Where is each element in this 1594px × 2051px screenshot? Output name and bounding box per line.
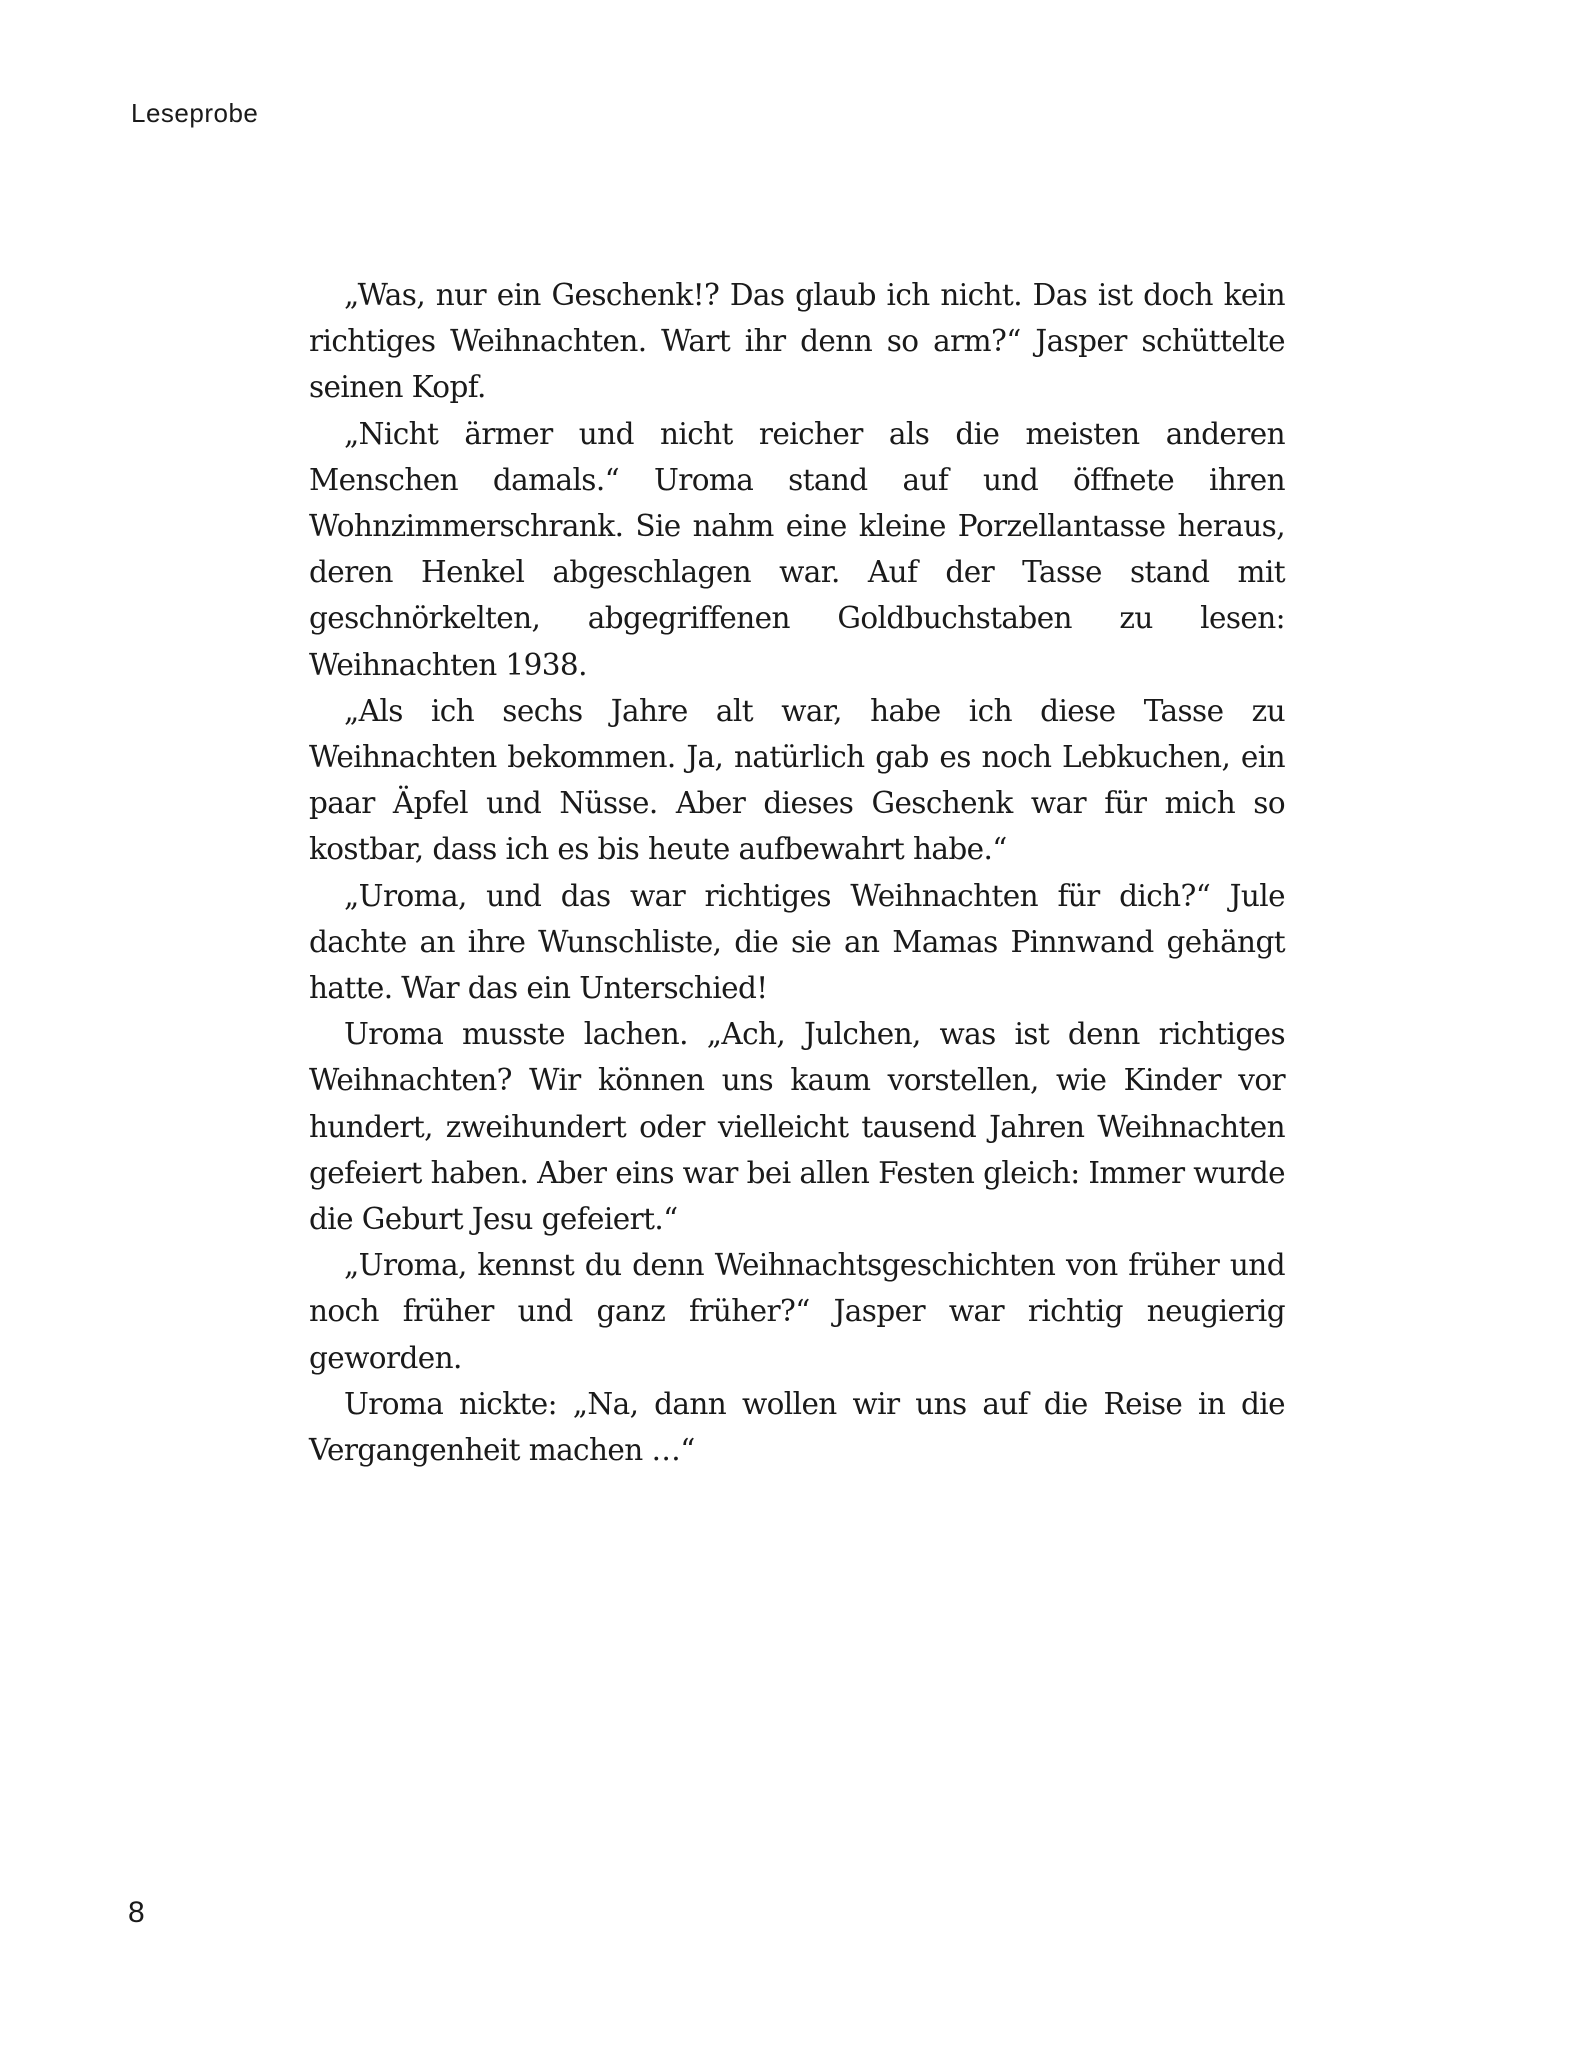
paragraph-1: „Was, nur ein Geschenk!? Das glaub ich nicht. Das ist doch kein richtiges Weihnachten. Wart ihr denn so arm?“ Jasper schüttelte seinen Kopf. [309,278,1285,405]
paragraph-4: „Uroma, und das war richtiges Weihnachten für dich?“ Jule dachte an ihre Wunschliste, die sie an Mamas Pinnwand gehängt hatte. War das ein Unterschied! [309,878,1285,1006]
page-number: 8 [128,1896,145,1929]
paragraph-7: Uroma nickte: „Na, dann wollen wir uns auf die Reise in die Vergangenheit machen …“ [309,1386,1285,1468]
paragraph-6: „Uroma, kennst du denn Weihnachtsgeschichten von früher und noch früher und ganz früher?“ Jasper war richtig neugierig geworden. [309,1248,1285,1375]
paragraph-3: „Als ich sechs Jahre alt war, habe ich diese Tasse zu Weihnachten bekommen. Ja, natürlich gab es noch Lebkuchen, ein paar Äpfel und Nüsse. Aber dieses Geschenk war für mich so kostbar, dass ich es bis heute aufbewahrt habe.“ [309,693,1285,867]
body-text [309,272,1285,1473]
running-header: Leseprobe [131,98,259,128]
paragraph-2: „Nicht ärmer und nicht reicher als die meisten anderen Menschen damals.“ Uroma stand auf und öffnete ihren Wohnzimmerschrank. Sie nahm eine kleine Porzellantasse heraus, deren Henkel abgeschlagen war. Auf der Tasse stand mit geschnörkelten, abgegriffenen Goldbuchstaben zu lesen: Weihnachten 1938. [309,416,1285,682]
paragraph-5: Uroma musste lachen. „Ach, Julchen, was ist denn richtiges Weihnachten? Wir können uns kaum vorstellen, wie Kinder vor hundert, zweihundert oder vielleicht tausend Jahren Weihnachten gefeiert haben. Aber eins war bei allen Festen gleich: Immer wurde die Geburt Jesu gefeiert.“ [309,1017,1285,1237]
